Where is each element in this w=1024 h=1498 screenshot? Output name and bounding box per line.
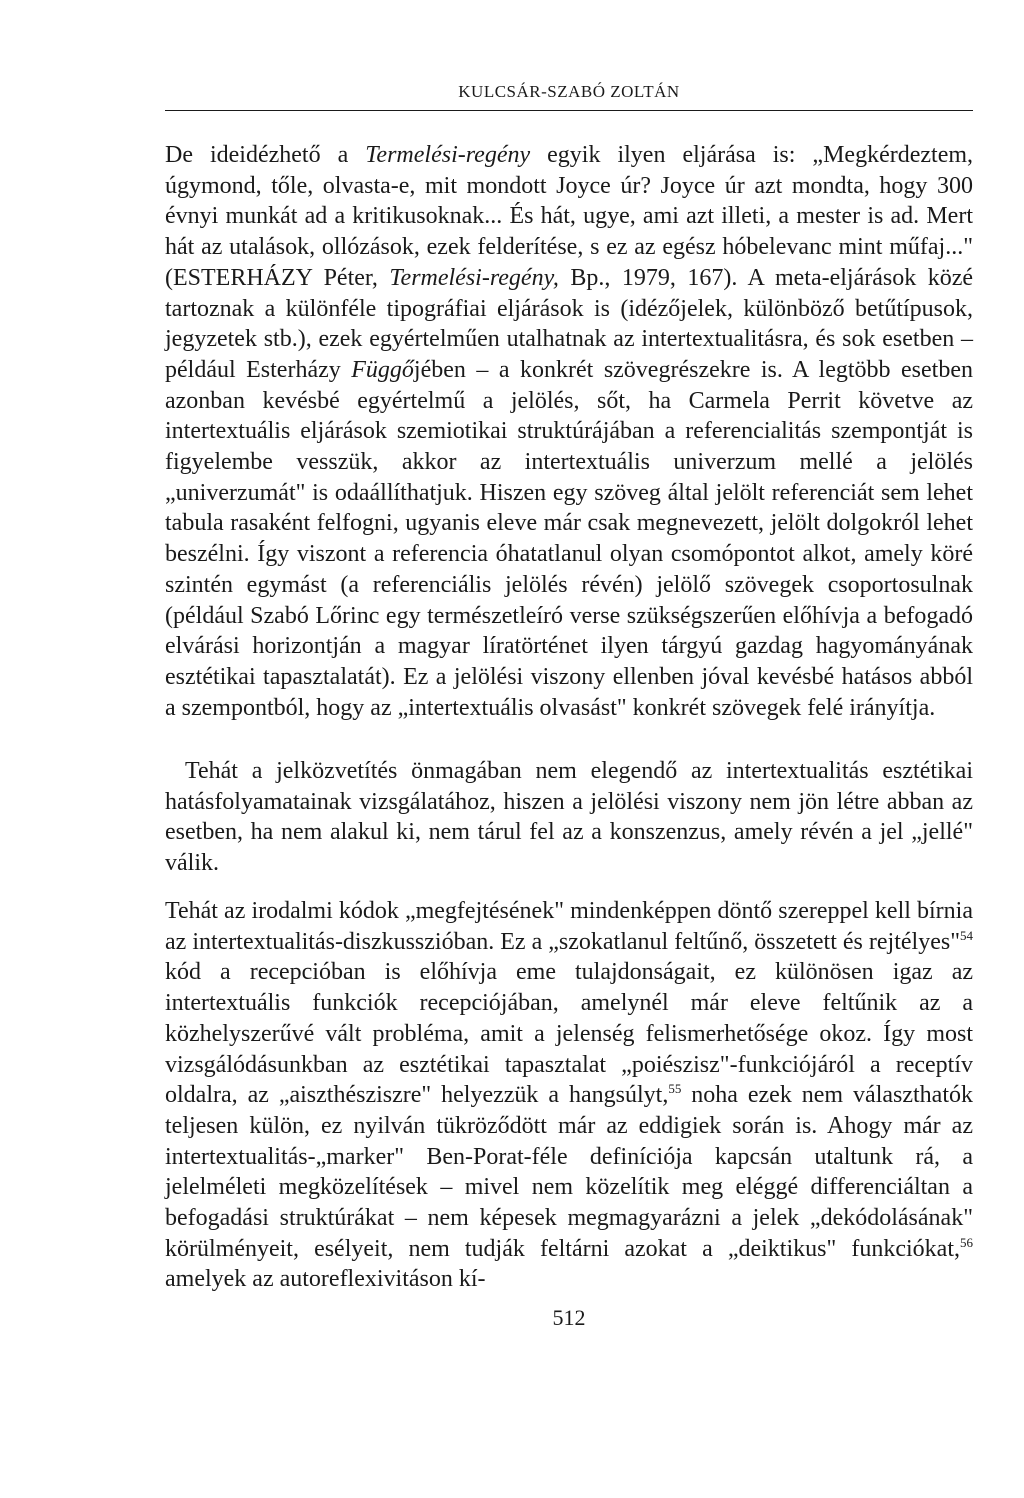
paragraph-text xyxy=(165,756,973,879)
italic-text: Termelési-regény xyxy=(365,142,531,168)
text-run: noha ezek nem választhatók teljesen külön, ez nyilván tükröződött már az eddigiek során is. Ahogy már az intertextualitás-„marker" Ben-Porat-féle definíciója kapcsán utaltunk rá, a jelelméleti megközelítések – mivel nem közelítik meg eléggé differenciáltan a befogadási struktúrákat – nem képesek megmagyarázni a jelek „dekódolásának" körülményeit, esélyeit, nem tudják feltárni azokat a „deiktikus" funkciókat, xyxy=(165,1082,974,1262)
header-rule xyxy=(165,110,973,111)
italic-text: Függő xyxy=(351,356,414,383)
running-header: KULCSÁR-SZABÓ ZOLTÁN xyxy=(458,82,680,101)
italic-text: Termelési-regény, xyxy=(389,264,559,291)
paragraph-1 xyxy=(165,140,973,723)
text-run: jében – a konkrét szövegrészekre is. A legtöbb esetben azonban kevésbé egyértelmű a jelölés, sőt, ha Carmela Perrit követve az intertextuális eljárások szemiotikai struktúrájában a referencialitás szempontját is figyelembe vesszük, akkor az intertextuális univerzum mellé a jelölés „univerzumát" is odaállíthatjuk. Hiszen egy szöveg által jelölt referenciát sem lehet tabula rasaként felfogni, ugyanis eleve már csak megnevezett, jelölt dolgokról lehet beszélni. Így viszont a referencia óhatatlanul olyan csomópontot alkot, amely köré szintén egymást (a referenciális jelölés révén) jelölő szövegek csoportosulnak (például Szabó Lőrinc egy természetleíró verse szükségszerűen előhívja a befogadó elvárási horizontján a magyar líratörténet ilyen tárgyú gazdag hagyományának esztétikai tapasztalatát). Ez a jelölési viszony ellenben jóval kevésbé hatásos abból a szempontból, hogy az „intertextuális olvasást" konkrét szövegek felé irányítja. xyxy=(165,356,973,721)
text-run: Bp., 1979, 167). A meta-eljárások közé tartoznak a különféle tipográfiai eljárások is (idézőjelek, különböző betűtípusok, jegyzetek stb.), ezek egyértelműen utalhatnak az intertextualitásra, és sok esetben – például Esterházy xyxy=(165,264,973,383)
text-run: Tehát a jelközvetítés önmagában nem elegendő az intertextualitás esztétikai hatásfolyamatainak vizsgálatához, hiszen a jelölési viszony nem jön létre abban az esetben, ha nem alakul ki, nem tárul fel az a konszenzus, amely révén a jel „jellé" válik. xyxy=(165,758,973,877)
text-run: amelyek az autoreflexivitáson kí- xyxy=(165,1266,486,1293)
text-run: kód a recepcióban is előhívja eme tulajdonságait, ez különösen igaz az intertextuális funkciók recepciójában, amelynél már eleve feltűnik az a közhelyszerűvé vált probléma, amit a jelenség felismerhetősége okoz. Így most vizsgálódásunkban az esztétikai tapasztalat „poiészisz"-funkciójáról a receptív oldalra, az „aiszthésziszre" helyezzük a hangsúlyt, xyxy=(165,959,973,1109)
footnote-marker: 55 xyxy=(668,1081,682,1097)
text-run: Tehát az irodalmi kódok „megfejtésének" mindenképpen döntő szereppel kell bírnia az intertextualitás-diszkusszióban. Ez a „szokatlanul feltűnő, összetett és rejtélyes" xyxy=(165,898,973,955)
paragraph-2 xyxy=(165,756,973,879)
text-run: De ideidézhető a xyxy=(165,142,366,168)
text-run: egyik ilyen eljárása is: „Megkérdeztem, úgymond, tőle, olvasta-e, mit mondott Joyce úr? Joyce úr azt mondta, hogy 300 évnyi munkát ad a kritikusoknak... És hát, ugye, ami azt illeti, a mester is ad. Mert hát az utalások, ollózások, ezek felderítése, s ez az egész hóbelevanc mint műfaj..." (ESTERHÁZY Péter, xyxy=(165,142,974,291)
paragraph-text xyxy=(165,896,973,1295)
page-number: 512 xyxy=(552,1305,586,1330)
footnote-marker: 56 xyxy=(960,1234,973,1250)
footnote-marker: 54 xyxy=(960,927,973,943)
paragraph-3 xyxy=(165,896,973,1295)
paragraph-text xyxy=(165,140,973,723)
